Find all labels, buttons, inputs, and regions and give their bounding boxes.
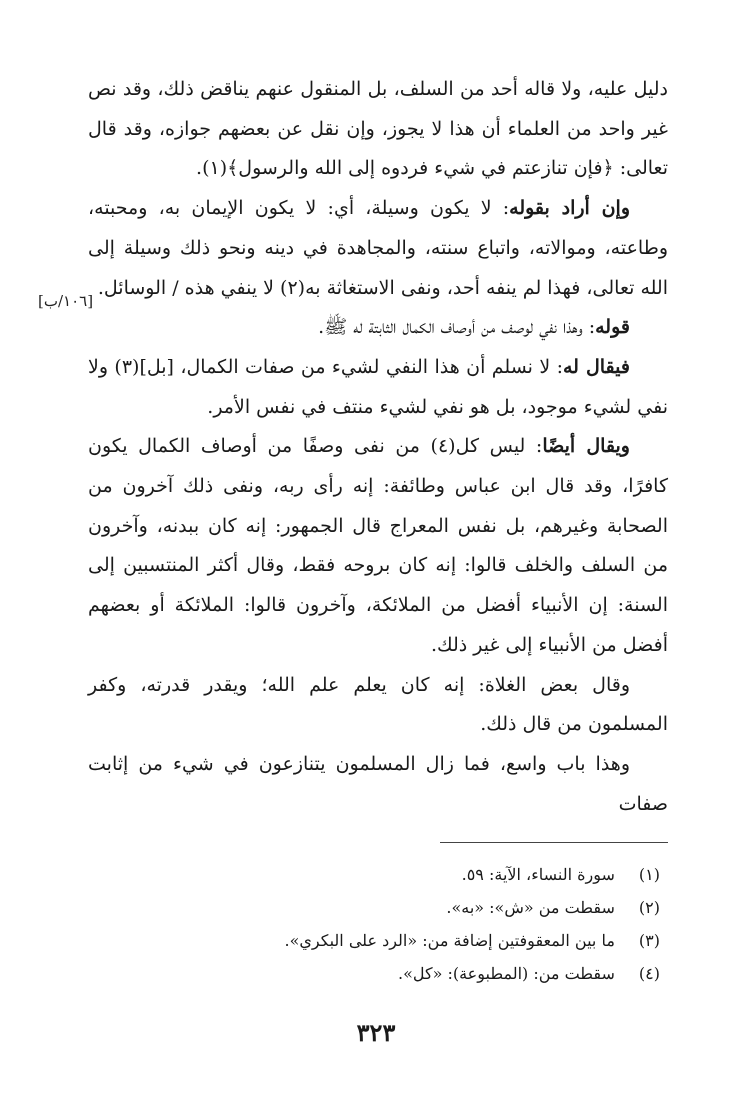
- footnote-divider: [440, 842, 668, 843]
- paragraph-5: [88, 427, 668, 665]
- paragraph-4: [88, 348, 668, 427]
- paragraph-4-text: : لا نسلم أن هذا النفي لشيء من صفات الكمال، [بل](٣) ولا نفي لشيء موجود، بل هو نفي لشيء منتف في نفس الأمر.: [88, 355, 668, 418]
- paragraph-1: دليل عليه، ولا قاله أحد من السلف، بل المنقول عنهم يناقض ذلك، وقد نص غير واحد من العلماء أن هذا لا يجوز، وإن نقل عن بعضهم جوازه، وقد قال تعالى: ﴿فإن تنازعتم في شيء فردوه إلى الله والرسول﴾(١).: [88, 78, 668, 180]
- paragraph-3-text: : وهذا نفي لوصف من أوصاف الكمال الثابتة له ﷺ.: [318, 316, 596, 339]
- footnote-number: (١): [638, 865, 660, 884]
- footnote-number: (٣): [638, 931, 660, 950]
- main-text: [88, 70, 668, 824]
- footnote-item: [200, 957, 660, 990]
- footnote-number: (٢): [638, 898, 660, 917]
- paragraph-5-text: : ليس كل(٤) من نفى وصفًا من أوصاف الكمال يكون كافرًا، وقد قال ابن عباس وطائفة: إنه رأى ربه، ونفى ذلك آخرون من الصحابة وغيرهم، بل نفس المعراج قال الجمهور: إنه كان ببدنه، وآخرون من السلف والخلف قالوا: إنه كان بروحه فقط، وقال أكثر المنتسبين إلى السنة: إن الأنبياء أفضل من الملائكة، وآخرون قالوا: الملائكة أو بعضهم أفضل من الأنبياء إلى غير ذلك.: [88, 435, 668, 656]
- footnotes: [200, 858, 660, 990]
- paragraph-3-lead: قوله: [595, 316, 630, 339]
- paragraph-5-lead: ويقال أيضًا: [542, 435, 630, 458]
- footnote-number: (٤): [638, 964, 660, 983]
- paragraph-2-lead: وإن أراد بقوله: [509, 197, 630, 220]
- manuscript-folio-note: [١٠٦/ب]: [38, 292, 94, 310]
- paragraph-2-text: : لا يكون وسيلة، أي: لا يكون الإيمان به، ومحبته، وطاعته، وموالاته، واتباع سنته، والمجاهدة في دينه ونحو ذلك وسيلة إلى الله تعالى، فهذا لم ينفه أحد، ونفى الاستغاثة به(٢) لا ينفي هذه / الوسائل.: [88, 197, 668, 299]
- footnote-item: [200, 858, 660, 891]
- page-number: ٣٢٣: [356, 1018, 396, 1047]
- paragraph-4-lead: فيقال له: [563, 355, 630, 378]
- paragraph-3: [88, 308, 668, 348]
- footnote-text: سورة النساء، الآية: ٥٩.: [461, 865, 615, 884]
- paragraph-6: وقال بعض الغلاة: إنه كان يعلم علم الله؛ ويقدر قدرته، وكفر المسلمون من قال ذلك.: [88, 673, 668, 736]
- footnote-item: [200, 891, 660, 924]
- paragraph-7: وهذا باب واسع، فما زال المسلمون يتنازعون في شيء من إثابت صفات: [88, 752, 668, 815]
- footnote-text: سقطت من «ش»: «به».: [446, 898, 615, 917]
- footnote-text: سقطت من: (المطبوعة): «كل».: [397, 964, 615, 983]
- footnote-text: ما بين المعقوفتين إضافة من: «الرد على البكري».: [284, 931, 615, 950]
- paragraph-2: [88, 189, 668, 308]
- footnote-item: [200, 924, 660, 957]
